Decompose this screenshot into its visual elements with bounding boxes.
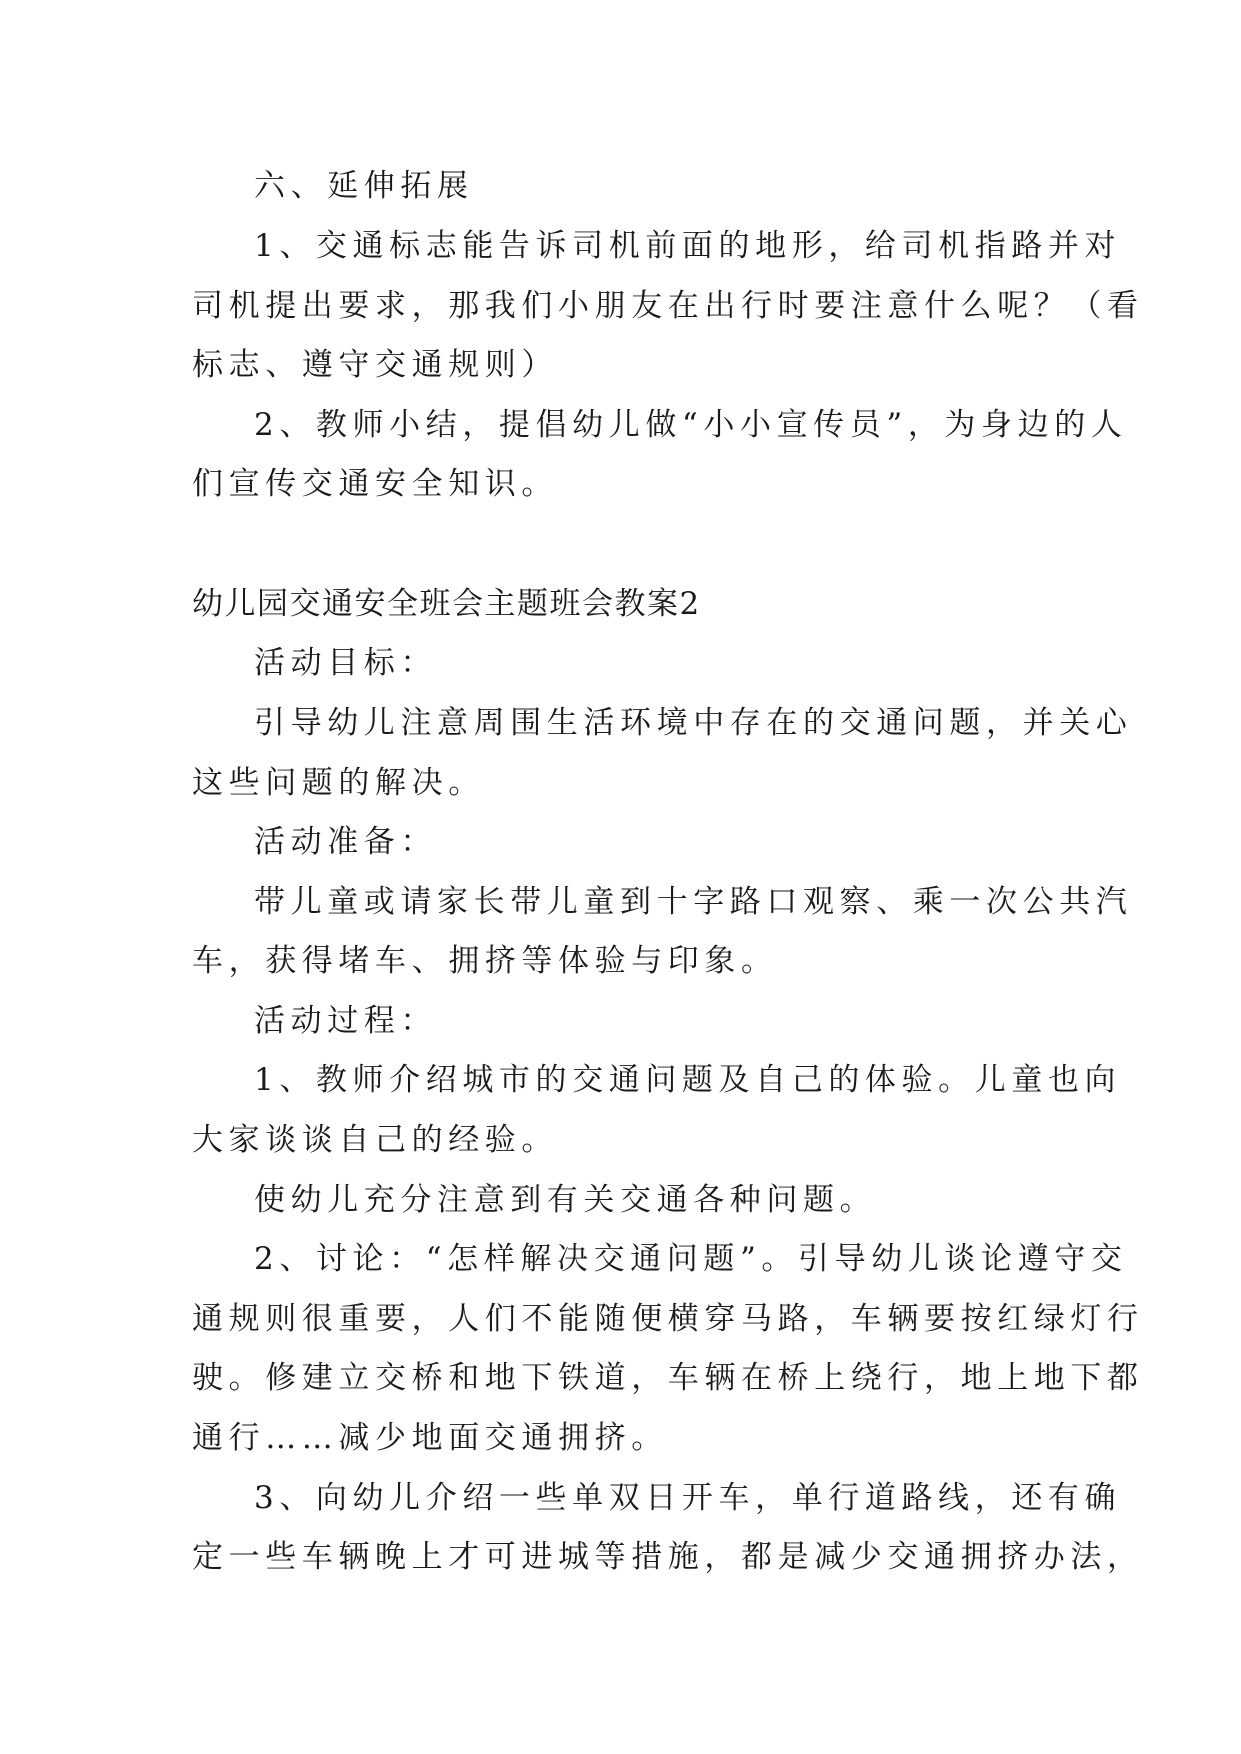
paragraph-line: 们宣传交通安全知识。 xyxy=(192,466,558,502)
document-title: 幼儿园交通安全班会主题班会教案2 xyxy=(192,586,701,622)
paragraph-line: 通规则很重要，人们不能随便横穿马路，车辆要按红绿灯行 xyxy=(192,1301,1144,1337)
paragraph-line: 1、交通标志能告诉司机前面的地形，给司机指路并对 xyxy=(254,228,1122,264)
paragraph-line: 标志、遵守交通规则） xyxy=(192,347,558,383)
paragraph-line: 2、讨论：“怎样解决交通问题”。引导幼儿谈论遵守交 xyxy=(254,1241,1128,1277)
paragraph-line: 司机提出要求，那我们小朋友在出行时要注意什么呢？（看 xyxy=(192,288,1144,324)
paragraph-line: 2、教师小结，提倡幼儿做“小小宣传员”，为身边的人 xyxy=(254,407,1128,443)
paragraph-line: 车，获得堵车、拥挤等体验与印象。 xyxy=(192,943,778,979)
paragraph-line: 驶。修建立交桥和地下铁道，车辆在桥上绕行，地上地下都 xyxy=(192,1360,1144,1396)
paragraph-line: 3、向幼儿介绍一些单双日开车，单行道路线，还有确 xyxy=(254,1480,1122,1516)
section-heading: 活动过程： xyxy=(254,1003,437,1039)
section-heading: 活动准备： xyxy=(254,824,437,860)
paragraph-line: 通行……减少地面交通拥挤。 xyxy=(192,1420,668,1456)
paragraph-line: 1、教师介绍城市的交通问题及自己的体验。儿童也向 xyxy=(254,1062,1122,1098)
paragraph-line: 这些问题的解决。 xyxy=(192,765,485,801)
section-heading: 六、延伸拓展 xyxy=(254,168,474,204)
paragraph-line: 大家谈谈自己的经验。 xyxy=(192,1122,558,1158)
paragraph-line: 带儿童或请家长带儿童到十字路口观察、乘一次公共汽 xyxy=(254,884,1133,920)
paragraph-line: 引导幼儿注意周围生活环境中存在的交通问题，并关心 xyxy=(254,705,1133,741)
paragraph-line: 定一些车辆晚上才可进城等措施，都是减少交通拥挤办法， xyxy=(192,1539,1144,1575)
section-heading: 活动目标： xyxy=(254,645,437,681)
paragraph-line: 使幼儿充分注意到有关交通各种问题。 xyxy=(254,1182,877,1218)
